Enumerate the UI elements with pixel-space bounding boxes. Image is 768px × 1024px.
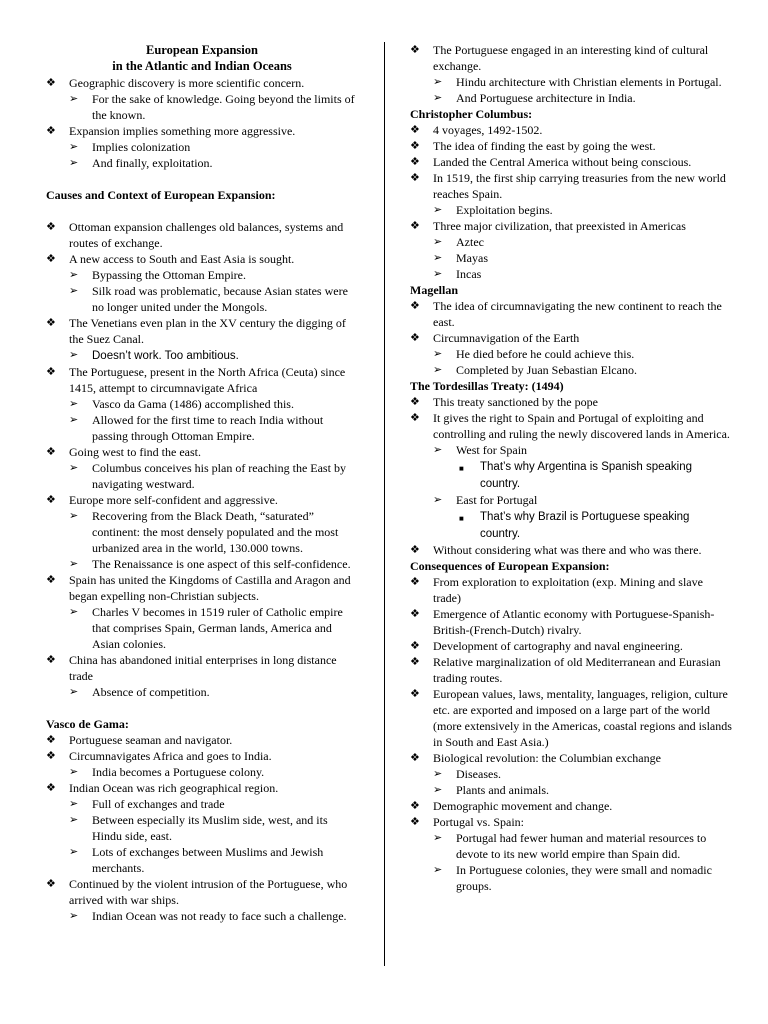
- list-item-text: Biological revolution: the Columbian exchange: [433, 751, 661, 765]
- document-title: [46, 42, 358, 74]
- list-item-level-1: [410, 638, 732, 654]
- list-item-level-2: [46, 604, 358, 652]
- list-item-text: Between especially its Muslim side, west, and its Hindu side, east.: [92, 813, 328, 843]
- list-item-text: The Portuguese, present in the North Africa (Ceuta) since 1415, attempt to circumnavigate Africa: [69, 365, 346, 395]
- list-item-text: A new access to South and East Asia is sought.: [69, 252, 295, 266]
- list-item-level-2: [410, 830, 732, 862]
- list-item-text: Three major civilization, that preexisted in Americas: [433, 219, 686, 233]
- list-item-level-1: [410, 606, 732, 638]
- list-item-text: The Renaissance is one aspect of this self-confidence.: [92, 557, 351, 571]
- diamond-bullet-icon: ❖: [410, 752, 420, 764]
- list-item-level-1: [46, 732, 358, 748]
- list-item-level-1: [410, 298, 732, 330]
- arrow-bullet-icon: ➢: [69, 141, 79, 153]
- left-column-body: [46, 75, 358, 924]
- list-item-level-2: [410, 362, 732, 378]
- list-item-level-1: [410, 122, 732, 138]
- list-item-level-2: [46, 460, 358, 492]
- list-item-level-2: [410, 442, 732, 458]
- diamond-bullet-icon: ❖: [410, 396, 420, 408]
- list-item-level-1: [410, 686, 732, 750]
- list-item-text: In 1519, the first ship carrying treasuries from the new world reaches Spain.: [433, 171, 726, 201]
- list-item-text: Portugal vs. Spain:: [433, 815, 525, 829]
- list-item-text: Vasco da Gama (1486) accomplished this.: [92, 397, 294, 411]
- list-item-text: Absence of competition.: [92, 685, 210, 699]
- section-heading: Causes and Context of European Expansion:: [46, 188, 276, 202]
- list-item-text: And finally, exploitation.: [92, 156, 213, 170]
- list-item-level-1: [410, 218, 732, 234]
- list-item-level-2: [46, 764, 358, 780]
- list-item-text: Indian Ocean was rich geographical region.: [69, 781, 279, 795]
- list-item-text: Circumnavigation of the Earth: [433, 331, 580, 345]
- diamond-bullet-icon: ❖: [46, 782, 56, 794]
- arrow-bullet-icon: ➢: [69, 285, 79, 297]
- list-item-text: Circumnavigates Africa and goes to India.: [69, 749, 272, 763]
- arrow-bullet-icon: ➢: [69, 269, 79, 281]
- list-item-text: Emergence of Atlantic economy with Portuguese-Spanish-British-(French-Dutch) rivalry.: [433, 607, 715, 637]
- list-item-text: East for Portugal: [456, 493, 538, 507]
- list-item-level-1: [46, 652, 358, 684]
- list-item-text: Diseases.: [456, 767, 501, 781]
- arrow-bullet-icon: ➢: [433, 204, 443, 216]
- list-item-text: Charles V becomes in 1519 ruler of Catholic empire that comprises Spain, German lands, America and Asian colonies.: [92, 605, 343, 651]
- arrow-bullet-icon: ➢: [433, 364, 443, 376]
- list-item-text: Aztec: [456, 235, 484, 249]
- list-item-text: Geographic discovery is more scientific concern.: [69, 76, 305, 90]
- list-item-text: He died before he could achieve this.: [456, 347, 635, 361]
- list-item-text: Exploitation begins.: [456, 203, 553, 217]
- arrow-bullet-icon: ➢: [433, 494, 443, 506]
- list-item-level-2: [410, 346, 732, 362]
- list-item-level-1: [46, 748, 358, 764]
- list-item-text: Without considering what was there and who was there.: [433, 543, 702, 557]
- diamond-bullet-icon: ❖: [46, 654, 56, 666]
- diamond-bullet-icon: ❖: [46, 253, 56, 265]
- list-item-text: Landed the Central America without being conscious.: [433, 155, 692, 169]
- list-item-text: Indian Ocean was not ready to face such a challenge.: [92, 909, 347, 923]
- diamond-bullet-icon: ❖: [46, 574, 56, 586]
- title-line-1: European Expansion: [146, 43, 258, 57]
- spacer: [46, 171, 358, 187]
- list-item-level-1: [46, 75, 358, 91]
- diamond-bullet-icon: ❖: [410, 656, 420, 668]
- diamond-bullet-icon: ❖: [46, 446, 56, 458]
- list-item-level-1: [410, 394, 732, 410]
- list-item-text: Lots of exchanges between Muslims and Jewish merchants.: [92, 845, 324, 875]
- list-item-level-2: [410, 250, 732, 266]
- arrow-bullet-icon: ➢: [69, 606, 79, 618]
- list-item-level-1: [410, 798, 732, 814]
- list-item-text: From exploration to exploitation (exp. Mining and slave trade): [433, 575, 703, 605]
- diamond-bullet-icon: ❖: [46, 494, 56, 506]
- list-item-level-2: [410, 782, 732, 798]
- arrow-bullet-icon: ➢: [69, 414, 79, 426]
- right-column: [410, 42, 732, 894]
- section-heading: The Tordesillas Treaty: (1494): [410, 379, 564, 393]
- arrow-bullet-icon: ➢: [69, 398, 79, 410]
- list-item-text: Allowed for the first time to reach India without passing through Ottoman Empire.: [92, 413, 324, 443]
- spacer: [46, 203, 358, 219]
- list-item-text: Spain has united the Kingdoms of Castilla and Aragon and began expelling non-Christian subjects.: [69, 573, 351, 603]
- list-item-text: Mayas: [456, 251, 488, 265]
- arrow-bullet-icon: ➢: [433, 768, 443, 780]
- diamond-bullet-icon: ❖: [410, 576, 420, 588]
- diamond-bullet-icon: ❖: [410, 412, 420, 424]
- diamond-bullet-icon: ❖: [410, 156, 420, 168]
- list-item-level-1: [410, 542, 732, 558]
- list-item-text: 4 voyages, 1492-1502.: [433, 123, 543, 137]
- list-item-text: The idea of finding the east by going the west.: [433, 139, 656, 153]
- list-item-level-1: [410, 170, 732, 202]
- list-item-level-1: [410, 330, 732, 346]
- list-item-text: That’s why Argentina is Spanish speaking country.: [480, 461, 693, 490]
- list-item-level-2: [46, 396, 358, 412]
- section-heading: Magellan: [410, 283, 458, 297]
- list-item-level-2: [410, 266, 732, 282]
- arrow-bullet-icon: ➢: [69, 510, 79, 522]
- arrow-bullet-icon: ➢: [433, 444, 443, 456]
- arrow-bullet-icon: ➢: [433, 268, 443, 280]
- arrow-bullet-icon: ➢: [433, 864, 443, 876]
- list-item-text: Continued by the violent intrusion of the Portuguese, who arrived with war ships.: [69, 877, 348, 907]
- spacer: [46, 700, 358, 716]
- arrow-bullet-icon: ➢: [69, 910, 79, 922]
- list-item-level-2: [46, 412, 358, 444]
- list-item-level-2: [46, 155, 358, 171]
- list-item-text: Columbus conceives his plan of reaching the East by navigating westward.: [92, 461, 346, 491]
- list-item-level-1: [46, 364, 358, 396]
- list-item-level-2: [410, 862, 732, 894]
- diamond-bullet-icon: ❖: [410, 220, 420, 232]
- list-item-text: India becomes a Portuguese colony.: [92, 765, 265, 779]
- list-item-level-2: [410, 766, 732, 782]
- list-item-level-2: [46, 267, 358, 283]
- list-item-level-1: [46, 315, 358, 347]
- diamond-bullet-icon: ❖: [410, 332, 420, 344]
- diamond-bullet-icon: ❖: [410, 688, 420, 700]
- section-heading: Christopher Columbus:: [410, 107, 533, 121]
- list-item-text: Doesn’t work. Too ambitious.: [92, 350, 239, 362]
- list-item-level-2: [46, 139, 358, 155]
- arrow-bullet-icon: ➢: [433, 252, 443, 264]
- section-heading: Consequences of European Expansion:: [410, 559, 610, 573]
- arrow-bullet-icon: ➢: [69, 686, 79, 698]
- diamond-bullet-icon: ❖: [46, 734, 56, 746]
- list-item-level-1: [410, 750, 732, 766]
- list-item-text: That’s why Brazil is Portuguese speaking country.: [480, 511, 690, 540]
- arrow-bullet-icon: ➢: [433, 784, 443, 796]
- list-item-level-2: [410, 74, 732, 90]
- list-item-level-1: [46, 251, 358, 267]
- list-item-text: It gives the right to Spain and Portugal of exploiting and controlling and ruling the newly discovered lands in America.: [433, 411, 730, 441]
- arrow-bullet-icon: ➢: [69, 349, 79, 361]
- arrow-bullet-icon: ➢: [69, 814, 79, 826]
- list-item-text: Europe more self-confident and aggressive.: [69, 493, 278, 507]
- list-item-level-3: [410, 458, 732, 492]
- list-item-text: And Portuguese architecture in India.: [456, 91, 636, 105]
- list-item-text: Silk road was problematic, because Asian states were no longer united under the Mongols.: [92, 284, 348, 314]
- list-item-text: Expansion implies something more aggressive.: [69, 124, 296, 138]
- arrow-bullet-icon: ➢: [69, 766, 79, 778]
- list-item-level-1: [410, 654, 732, 686]
- list-item-level-2: [46, 347, 358, 364]
- list-item-level-2: [46, 283, 358, 315]
- diamond-bullet-icon: ❖: [410, 640, 420, 652]
- diamond-bullet-icon: ❖: [46, 221, 56, 233]
- diamond-bullet-icon: ❖: [410, 124, 420, 136]
- list-item-text: Recovering from the Black Death, “saturated” continent: the most densely populated and the most urbanized area in the world, 130.000 towns.: [92, 509, 339, 555]
- diamond-bullet-icon: ❖: [46, 366, 56, 378]
- list-item-text: Implies colonization: [92, 140, 191, 154]
- list-item-level-2: [46, 812, 358, 844]
- list-item-text: Plants and animals.: [456, 783, 549, 797]
- list-item-level-2: [46, 844, 358, 876]
- list-item-level-1: [410, 410, 732, 442]
- list-item-text: Incas: [456, 267, 482, 281]
- list-item-text: For the sake of knowledge. Going beyond the limits of the known.: [92, 92, 355, 122]
- list-item-text: Completed by Juan Sebastian Elcano.: [456, 363, 637, 377]
- list-item-level-1: [410, 138, 732, 154]
- square-bullet-icon: ■: [459, 464, 464, 473]
- list-item-text: Bypassing the Ottoman Empire.: [92, 268, 246, 282]
- list-item-level-2: [46, 91, 358, 123]
- arrow-bullet-icon: ➢: [433, 236, 443, 248]
- list-item-level-1: [410, 574, 732, 606]
- list-item-text: This treaty sanctioned by the pope: [433, 395, 598, 409]
- list-item-text: The Venetians even plan in the XV century the digging of the Suez Canal.: [69, 316, 346, 346]
- list-item-text: Portuguese seaman and navigator.: [69, 733, 233, 747]
- list-item-level-3: [410, 508, 732, 542]
- diamond-bullet-icon: ❖: [410, 608, 420, 620]
- list-item-level-1: [46, 876, 358, 908]
- arrow-bullet-icon: ➢: [433, 76, 443, 88]
- list-item-text: Demographic movement and change.: [433, 799, 613, 813]
- list-item-text: China has abandoned initial enterprises in long distance trade: [69, 653, 337, 683]
- list-item-level-2: [46, 556, 358, 572]
- list-item-level-2: [410, 492, 732, 508]
- list-item-text: Full of exchanges and trade: [92, 797, 225, 811]
- diamond-bullet-icon: ❖: [410, 300, 420, 312]
- list-item-level-1: [46, 219, 358, 251]
- list-item-level-1: [410, 42, 732, 74]
- diamond-bullet-icon: ❖: [410, 140, 420, 152]
- arrow-bullet-icon: ➢: [433, 832, 443, 844]
- list-item-level-2: [410, 202, 732, 218]
- list-item-text: West for Spain: [456, 443, 528, 457]
- diamond-bullet-icon: ❖: [46, 317, 56, 329]
- arrow-bullet-icon: ➢: [69, 798, 79, 810]
- diamond-bullet-icon: ❖: [410, 816, 420, 828]
- square-bullet-icon: ■: [459, 514, 464, 523]
- arrow-bullet-icon: ➢: [69, 157, 79, 169]
- list-item-text: Going west to find the east.: [69, 445, 201, 459]
- arrow-bullet-icon: ➢: [69, 846, 79, 858]
- list-item-level-2: [46, 684, 358, 700]
- list-item-text: Hindu architecture with Christian elements in Portugal.: [456, 75, 722, 89]
- arrow-bullet-icon: ➢: [433, 92, 443, 104]
- diamond-bullet-icon: ❖: [46, 125, 56, 137]
- list-item-text: The Portuguese engaged in an interesting kind of cultural exchange.: [433, 43, 709, 73]
- diamond-bullet-icon: ❖: [46, 878, 56, 890]
- list-item-text: The idea of circumnavigating the new continent to reach the east.: [433, 299, 722, 329]
- list-item-text: Relative marginalization of old Mediterranean and Eurasian trading routes.: [433, 655, 721, 685]
- list-item-text: Portugal had fewer human and material resources to devote to its new world empire than Spain did.: [456, 831, 707, 861]
- list-item-text: Ottoman expansion challenges old balances, systems and routes of exchange.: [69, 220, 344, 250]
- list-item-level-2: [46, 508, 358, 556]
- section-heading: Vasco de Gama:: [46, 717, 129, 731]
- diamond-bullet-icon: ❖: [46, 77, 56, 89]
- diamond-bullet-icon: ❖: [410, 800, 420, 812]
- list-item-level-2: [410, 234, 732, 250]
- list-item-level-1: [46, 780, 358, 796]
- list-item-level-1: [410, 154, 732, 170]
- left-column: [46, 42, 358, 924]
- list-item-level-1: [46, 444, 358, 460]
- arrow-bullet-icon: ➢: [69, 462, 79, 474]
- list-item-text: In Portuguese colonies, they were small and nomadic groups.: [456, 863, 712, 893]
- list-item-text: European values, laws, mentality, languages, religion, culture etc. are exported and imposed on a large part of the world (more extensively in the Americas, coastal regions and islands in South and East Asia.): [433, 687, 732, 749]
- list-item-level-1: [410, 814, 732, 830]
- diamond-bullet-icon: ❖: [46, 750, 56, 762]
- list-item-level-1: [46, 492, 358, 508]
- diamond-bullet-icon: ❖: [410, 544, 420, 556]
- list-item-level-2: [46, 908, 358, 924]
- right-column-body: [410, 42, 732, 894]
- diamond-bullet-icon: ❖: [410, 172, 420, 184]
- arrow-bullet-icon: ➢: [69, 93, 79, 105]
- list-item-level-2: [46, 796, 358, 812]
- title-line-2: in the Atlantic and Indian Oceans: [112, 59, 292, 73]
- list-item-level-1: [46, 572, 358, 604]
- list-item-level-2: [410, 90, 732, 106]
- arrow-bullet-icon: ➢: [433, 348, 443, 360]
- arrow-bullet-icon: ➢: [69, 558, 79, 570]
- list-item-text: Development of cartography and naval engineering.: [433, 639, 683, 653]
- column-divider: [384, 42, 385, 966]
- list-item-level-1: [46, 123, 358, 139]
- diamond-bullet-icon: ❖: [410, 44, 420, 56]
